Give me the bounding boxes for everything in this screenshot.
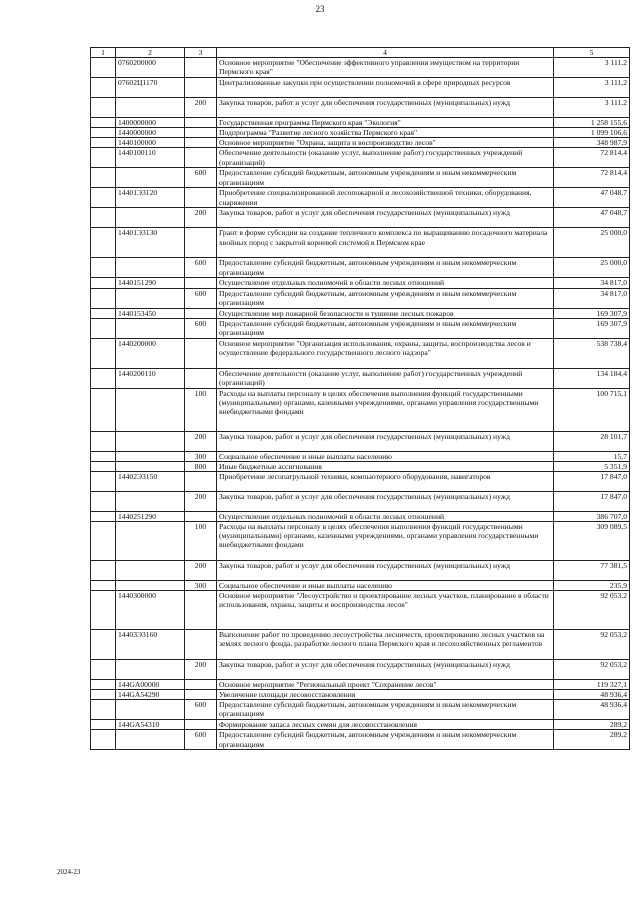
cell-blank xyxy=(91,511,116,521)
cell-description: Закупка товаров, работ и услуг для обеспечения государственных (муниципальных) нужд xyxy=(217,491,554,511)
cell-amount: 34 817,0 xyxy=(554,288,630,308)
cell-target-code xyxy=(116,560,185,580)
table-row xyxy=(91,700,630,720)
cell-blank xyxy=(91,118,116,128)
table-row xyxy=(91,118,630,128)
table-row xyxy=(91,168,630,188)
cell-expense-type xyxy=(185,58,217,78)
cell-description: Подпрограмма "Развитие лесного хозяйства Пермского края" xyxy=(217,128,554,138)
cell-target-code: 14403Э3160 xyxy=(116,630,185,660)
cell-description: Формирование запаса лесных семян для лесовосстановления xyxy=(217,720,554,730)
cell-blank xyxy=(91,471,116,491)
cell-description: Государственная программа Пермского края "Экология" xyxy=(217,118,554,128)
table-row xyxy=(91,138,630,148)
table-row xyxy=(91,258,630,278)
cell-target-code xyxy=(116,431,185,451)
cell-description: Предоставление субсидий бюджетным, автономным учреждениям и иным некоммерческим организациям xyxy=(217,288,554,308)
table-row xyxy=(91,431,630,451)
cell-amount: 134 184,4 xyxy=(554,368,630,388)
cell-description: Закупка товаров, работ и услуг для обеспечения государственных (муниципальных) нужд xyxy=(217,208,554,228)
cell-description: Обеспечение деятельности (оказание услуг, выполнение работ) государственных учреждений (организаций) xyxy=(217,368,554,388)
cell-blank xyxy=(91,148,116,168)
cell-amount: 25 000,0 xyxy=(554,258,630,278)
cell-amount: 3 111,2 xyxy=(554,78,630,98)
table-header-row xyxy=(91,48,630,58)
cell-target-code: 1440300000 xyxy=(116,591,185,630)
cell-target-code: 1440200110 xyxy=(116,368,185,388)
table-row xyxy=(91,58,630,78)
cell-amount: 34 817,0 xyxy=(554,278,630,288)
cell-expense-type xyxy=(185,278,217,288)
cell-expense-type xyxy=(185,630,217,660)
cell-description: Основное мероприятие "Обеспечение эффективного управления имуществом на территории Пермского края" xyxy=(217,58,554,78)
cell-expense-type: 600 xyxy=(185,318,217,338)
cell-expense-type: 100 xyxy=(185,521,217,560)
cell-amount: 386 707,0 xyxy=(554,511,630,521)
table-row xyxy=(91,98,630,118)
cell-expense-type xyxy=(185,338,217,368)
table-row xyxy=(91,308,630,318)
cell-description: Предоставление субсидий бюджетным, автономным учреждениям и иным некоммерческим организациям xyxy=(217,258,554,278)
cell-target-code: 1440153450 xyxy=(116,308,185,318)
cell-blank xyxy=(91,560,116,580)
cell-description: Предоставление субсидий бюджетным, автономным учреждениям и иным некоммерческим организациям xyxy=(217,700,554,720)
cell-expense-type: 200 xyxy=(185,208,217,228)
cell-target-code: 1440000000 xyxy=(116,128,185,138)
table-row xyxy=(91,560,630,580)
cell-target-code xyxy=(116,580,185,590)
cell-description: Приобретение лесопатрульной техники, компьютерного оборудования, навигаторов xyxy=(217,471,554,491)
table-row xyxy=(91,591,630,630)
cell-amount: 47 048,7 xyxy=(554,188,630,208)
cell-expense-type: 600 xyxy=(185,258,217,278)
cell-expense-type: 100 xyxy=(185,388,217,431)
cell-blank xyxy=(91,208,116,228)
cell-amount: 77 381,5 xyxy=(554,560,630,580)
cell-description: Предоставление субсидий бюджетным, автономным учреждениям и иным некоммерческим организациям xyxy=(217,168,554,188)
table-body xyxy=(91,48,630,750)
cell-expense-type xyxy=(185,511,217,521)
cell-expense-type: 600 xyxy=(185,700,217,720)
cell-description: Основное мероприятие "Лесоустройство и проектирование лесных участков, планирование в области использования, охраны, защиты и воспроизводства лесов" xyxy=(217,591,554,630)
cell-amount: 72 814,4 xyxy=(554,148,630,168)
cell-blank xyxy=(91,258,116,278)
cell-amount: 119 327,1 xyxy=(554,680,630,690)
cell-amount: 1 099 106,6 xyxy=(554,128,630,138)
cell-amount: 48 936,4 xyxy=(554,700,630,720)
cell-amount: 17 847,0 xyxy=(554,491,630,511)
cell-blank xyxy=(91,580,116,590)
cell-expense-type xyxy=(185,188,217,208)
cell-expense-type: 200 xyxy=(185,560,217,580)
cell-description: Основное мероприятие "Охрана, защита и воспроизводство лесов" xyxy=(217,138,554,148)
cell-blank xyxy=(91,700,116,720)
cell-target-code xyxy=(116,461,185,471)
cell-target-code xyxy=(116,491,185,511)
cell-target-code xyxy=(116,98,185,118)
table-row xyxy=(91,471,630,491)
cell-blank xyxy=(91,660,116,680)
cell-amount: 92 053,2 xyxy=(554,591,630,630)
cell-description: Основное мероприятие "Региональный проект "Сохранение лесов" xyxy=(217,680,554,690)
cell-expense-type: 200 xyxy=(185,98,217,118)
cell-blank xyxy=(91,288,116,308)
cell-expense-type xyxy=(185,690,217,700)
cell-amount: 289,2 xyxy=(554,730,630,750)
cell-target-code xyxy=(116,660,185,680)
cell-description: Расходы на выплаты персоналу в целях обеспечения выполнения функций государственными (муниципальными) органами, казенными учреждениями, органами управления государственными внебюджетными фондами xyxy=(217,388,554,431)
cell-description: Централизованные закупки при осуществлении полномочий в сфере природных ресурсов xyxy=(217,78,554,98)
table-row xyxy=(91,660,630,680)
cell-blank xyxy=(91,78,116,98)
cell-target-code xyxy=(116,208,185,228)
cell-amount: 348 987,9 xyxy=(554,138,630,148)
cell-amount: 72 814,4 xyxy=(554,168,630,188)
header-col-5: 5 xyxy=(554,48,630,58)
table-row xyxy=(91,318,630,338)
cell-amount: 92 053,2 xyxy=(554,630,630,660)
cell-expense-type: 300 xyxy=(185,451,217,461)
cell-blank xyxy=(91,58,116,78)
cell-description: Осуществление отдельных полномочий в области лесных отношений xyxy=(217,511,554,521)
cell-target-code: 14401Э3130 xyxy=(116,228,185,258)
cell-blank xyxy=(91,720,116,730)
cell-blank xyxy=(91,521,116,560)
cell-expense-type xyxy=(185,720,217,730)
cell-amount: 1 258 155,6 xyxy=(554,118,630,128)
cell-amount: 235,9 xyxy=(554,580,630,590)
table-row xyxy=(91,730,630,750)
cell-blank xyxy=(91,491,116,511)
cell-blank xyxy=(91,98,116,118)
cell-amount: 5 351,9 xyxy=(554,461,630,471)
cell-expense-type xyxy=(185,128,217,138)
cell-blank xyxy=(91,431,116,451)
cell-blank xyxy=(91,338,116,368)
page-number: 23 xyxy=(315,4,325,14)
cell-target-code: 07602Ц1170 xyxy=(116,78,185,98)
table-row xyxy=(91,338,630,368)
table-row xyxy=(91,368,630,388)
table-row xyxy=(91,288,630,308)
cell-amount: 28 101,7 xyxy=(554,431,630,451)
cell-description: Иные бюджетные ассигнования xyxy=(217,461,554,471)
cell-description: Предоставление субсидий бюджетным, автономным учреждениям и иным некоммерческим организациям xyxy=(217,318,554,338)
cell-description: Расходы на выплаты персоналу в целях обеспечения выполнения функций государственными (муниципальными) органами, казенными учреждениями, органами управления государственными внебюджетными фондами xyxy=(217,521,554,560)
cell-description: Предоставление субсидий бюджетным, автономным учреждениям и иным некоммерческим организациям xyxy=(217,730,554,750)
cell-target-code xyxy=(116,730,185,750)
table-row xyxy=(91,208,630,228)
cell-amount: 169 307,9 xyxy=(554,308,630,318)
cell-target-code xyxy=(116,521,185,560)
cell-target-code xyxy=(116,288,185,308)
cell-expense-type xyxy=(185,138,217,148)
cell-target-code: 144GA54290 xyxy=(116,690,185,700)
cell-blank xyxy=(91,730,116,750)
cell-blank xyxy=(91,690,116,700)
cell-expense-type: 600 xyxy=(185,288,217,308)
cell-blank xyxy=(91,461,116,471)
cell-blank xyxy=(91,138,116,148)
cell-expense-type xyxy=(185,591,217,630)
header-col-1: 1 xyxy=(91,48,116,58)
cell-blank xyxy=(91,388,116,431)
cell-amount: 48 936,4 xyxy=(554,690,630,700)
table-row xyxy=(91,128,630,138)
footer-code: 2024-23 xyxy=(57,868,81,876)
cell-blank xyxy=(91,680,116,690)
cell-target-code: 1400000000 xyxy=(116,118,185,128)
cell-description: Осуществление мер пожарной безопасности и тушение лесных пожаров xyxy=(217,308,554,318)
table-row xyxy=(91,720,630,730)
cell-blank xyxy=(91,188,116,208)
cell-target-code xyxy=(116,168,185,188)
cell-expense-type xyxy=(185,308,217,318)
cell-target-code xyxy=(116,318,185,338)
cell-target-code xyxy=(116,451,185,461)
cell-expense-type: 600 xyxy=(185,168,217,188)
cell-description: Осуществление отдельных полномочий в области лесных отношений xyxy=(217,278,554,288)
cell-blank xyxy=(91,318,116,338)
cell-description: Выполнение работ по проведению лесоустройства лесничеств, проектированию лесных участков на землях лесного фонда, разработке лесного плана Пермского края и лесохозяйственных регламентов xyxy=(217,630,554,660)
cell-blank xyxy=(91,128,116,138)
table-row xyxy=(91,388,630,431)
table-row xyxy=(91,511,630,521)
table-row xyxy=(91,188,630,208)
cell-expense-type xyxy=(185,118,217,128)
cell-description: Социальное обеспечение и иные выплаты населению xyxy=(217,580,554,590)
cell-amount: 47 048,7 xyxy=(554,208,630,228)
header-col-4: 4 xyxy=(217,48,554,58)
table-row xyxy=(91,680,630,690)
cell-target-code: 0760200000 xyxy=(116,58,185,78)
cell-amount: 3 111,2 xyxy=(554,58,630,78)
cell-description: Приобретение специализированной лесопожарной и лесохозяйственной техники, оборудования, снаряжения xyxy=(217,188,554,208)
cell-target-code: 144GA00000 xyxy=(116,680,185,690)
table-row xyxy=(91,580,630,590)
cell-expense-type xyxy=(185,228,217,258)
table-row xyxy=(91,491,630,511)
table-row xyxy=(91,228,630,258)
cell-expense-type xyxy=(185,78,217,98)
cell-expense-type: 200 xyxy=(185,431,217,451)
cell-amount: 289,2 xyxy=(554,720,630,730)
cell-expense-type: 200 xyxy=(185,660,217,680)
cell-amount: 309 089,5 xyxy=(554,521,630,560)
cell-expense-type: 300 xyxy=(185,580,217,590)
cell-target-code xyxy=(116,258,185,278)
cell-target-code: 1440251290 xyxy=(116,511,185,521)
cell-amount: 538 738,4 xyxy=(554,338,630,368)
cell-description: Закупка товаров, работ и услуг для обеспечения государственных (муниципальных) нужд xyxy=(217,660,554,680)
cell-blank xyxy=(91,308,116,318)
header-col-3: 3 xyxy=(185,48,217,58)
cell-amount: 100 715,1 xyxy=(554,388,630,431)
table-row xyxy=(91,690,630,700)
table-row xyxy=(91,78,630,98)
cell-blank xyxy=(91,630,116,660)
cell-target-code: 1440100110 xyxy=(116,148,185,168)
cell-target-code: 1440100000 xyxy=(116,138,185,148)
cell-blank xyxy=(91,451,116,461)
header-col-2: 2 xyxy=(116,48,185,58)
cell-expense-type xyxy=(185,148,217,168)
cell-description: Основное мероприятие "Организация использования, охраны, защиты, воспроизводства лесов и осуществление федерального государственного лесного надзора" xyxy=(217,338,554,368)
table-row xyxy=(91,521,630,560)
cell-description: Социальное обеспечение и иные выплаты населению xyxy=(217,451,554,461)
table-row xyxy=(91,461,630,471)
cell-amount: 3 111,2 xyxy=(554,98,630,118)
cell-blank xyxy=(91,168,116,188)
cell-expense-type: 800 xyxy=(185,461,217,471)
table-row xyxy=(91,148,630,168)
table-row xyxy=(91,278,630,288)
cell-target-code xyxy=(116,700,185,720)
cell-amount: 169 307,9 xyxy=(554,318,630,338)
cell-expense-type xyxy=(185,368,217,388)
cell-expense-type: 200 xyxy=(185,491,217,511)
cell-description: Закупка товаров, работ и услуг для обеспечения государственных (муниципальных) нужд xyxy=(217,560,554,580)
cell-description: Грант в форме субсидии на создание тепличного комплекса по выращиванию посадочного материала хвойных пород с закрытой корневой системой в Пермском крае xyxy=(217,228,554,258)
cell-amount: 25 000,0 xyxy=(554,228,630,258)
budget-table xyxy=(90,47,630,750)
cell-description: Увеличение площади лесовосстановления xyxy=(217,690,554,700)
cell-description: Обеспечение деятельности (оказание услуг, выполнение работ) государственных учреждений (организаций) xyxy=(217,148,554,168)
cell-blank xyxy=(91,228,116,258)
cell-expense-type: 600 xyxy=(185,730,217,750)
cell-blank xyxy=(91,591,116,630)
cell-amount: 15,7 xyxy=(554,451,630,461)
cell-target-code xyxy=(116,388,185,431)
cell-blank xyxy=(91,278,116,288)
cell-expense-type xyxy=(185,471,217,491)
table-row xyxy=(91,630,630,660)
cell-target-code: 144GA54310 xyxy=(116,720,185,730)
cell-target-code: 1440151290 xyxy=(116,278,185,288)
cell-target-code: 1440200000 xyxy=(116,338,185,368)
cell-amount: 92 053,2 xyxy=(554,660,630,680)
cell-amount: 17 847,0 xyxy=(554,471,630,491)
table-row xyxy=(91,451,630,461)
cell-expense-type xyxy=(185,680,217,690)
cell-description: Закупка товаров, работ и услуг для обеспечения государственных (муниципальных) нужд xyxy=(217,98,554,118)
cell-target-code: 14402Э3150 xyxy=(116,471,185,491)
cell-blank xyxy=(91,368,116,388)
cell-target-code: 14401Э3120 xyxy=(116,188,185,208)
cell-description: Закупка товаров, работ и услуг для обеспечения государственных (муниципальных) нужд xyxy=(217,431,554,451)
